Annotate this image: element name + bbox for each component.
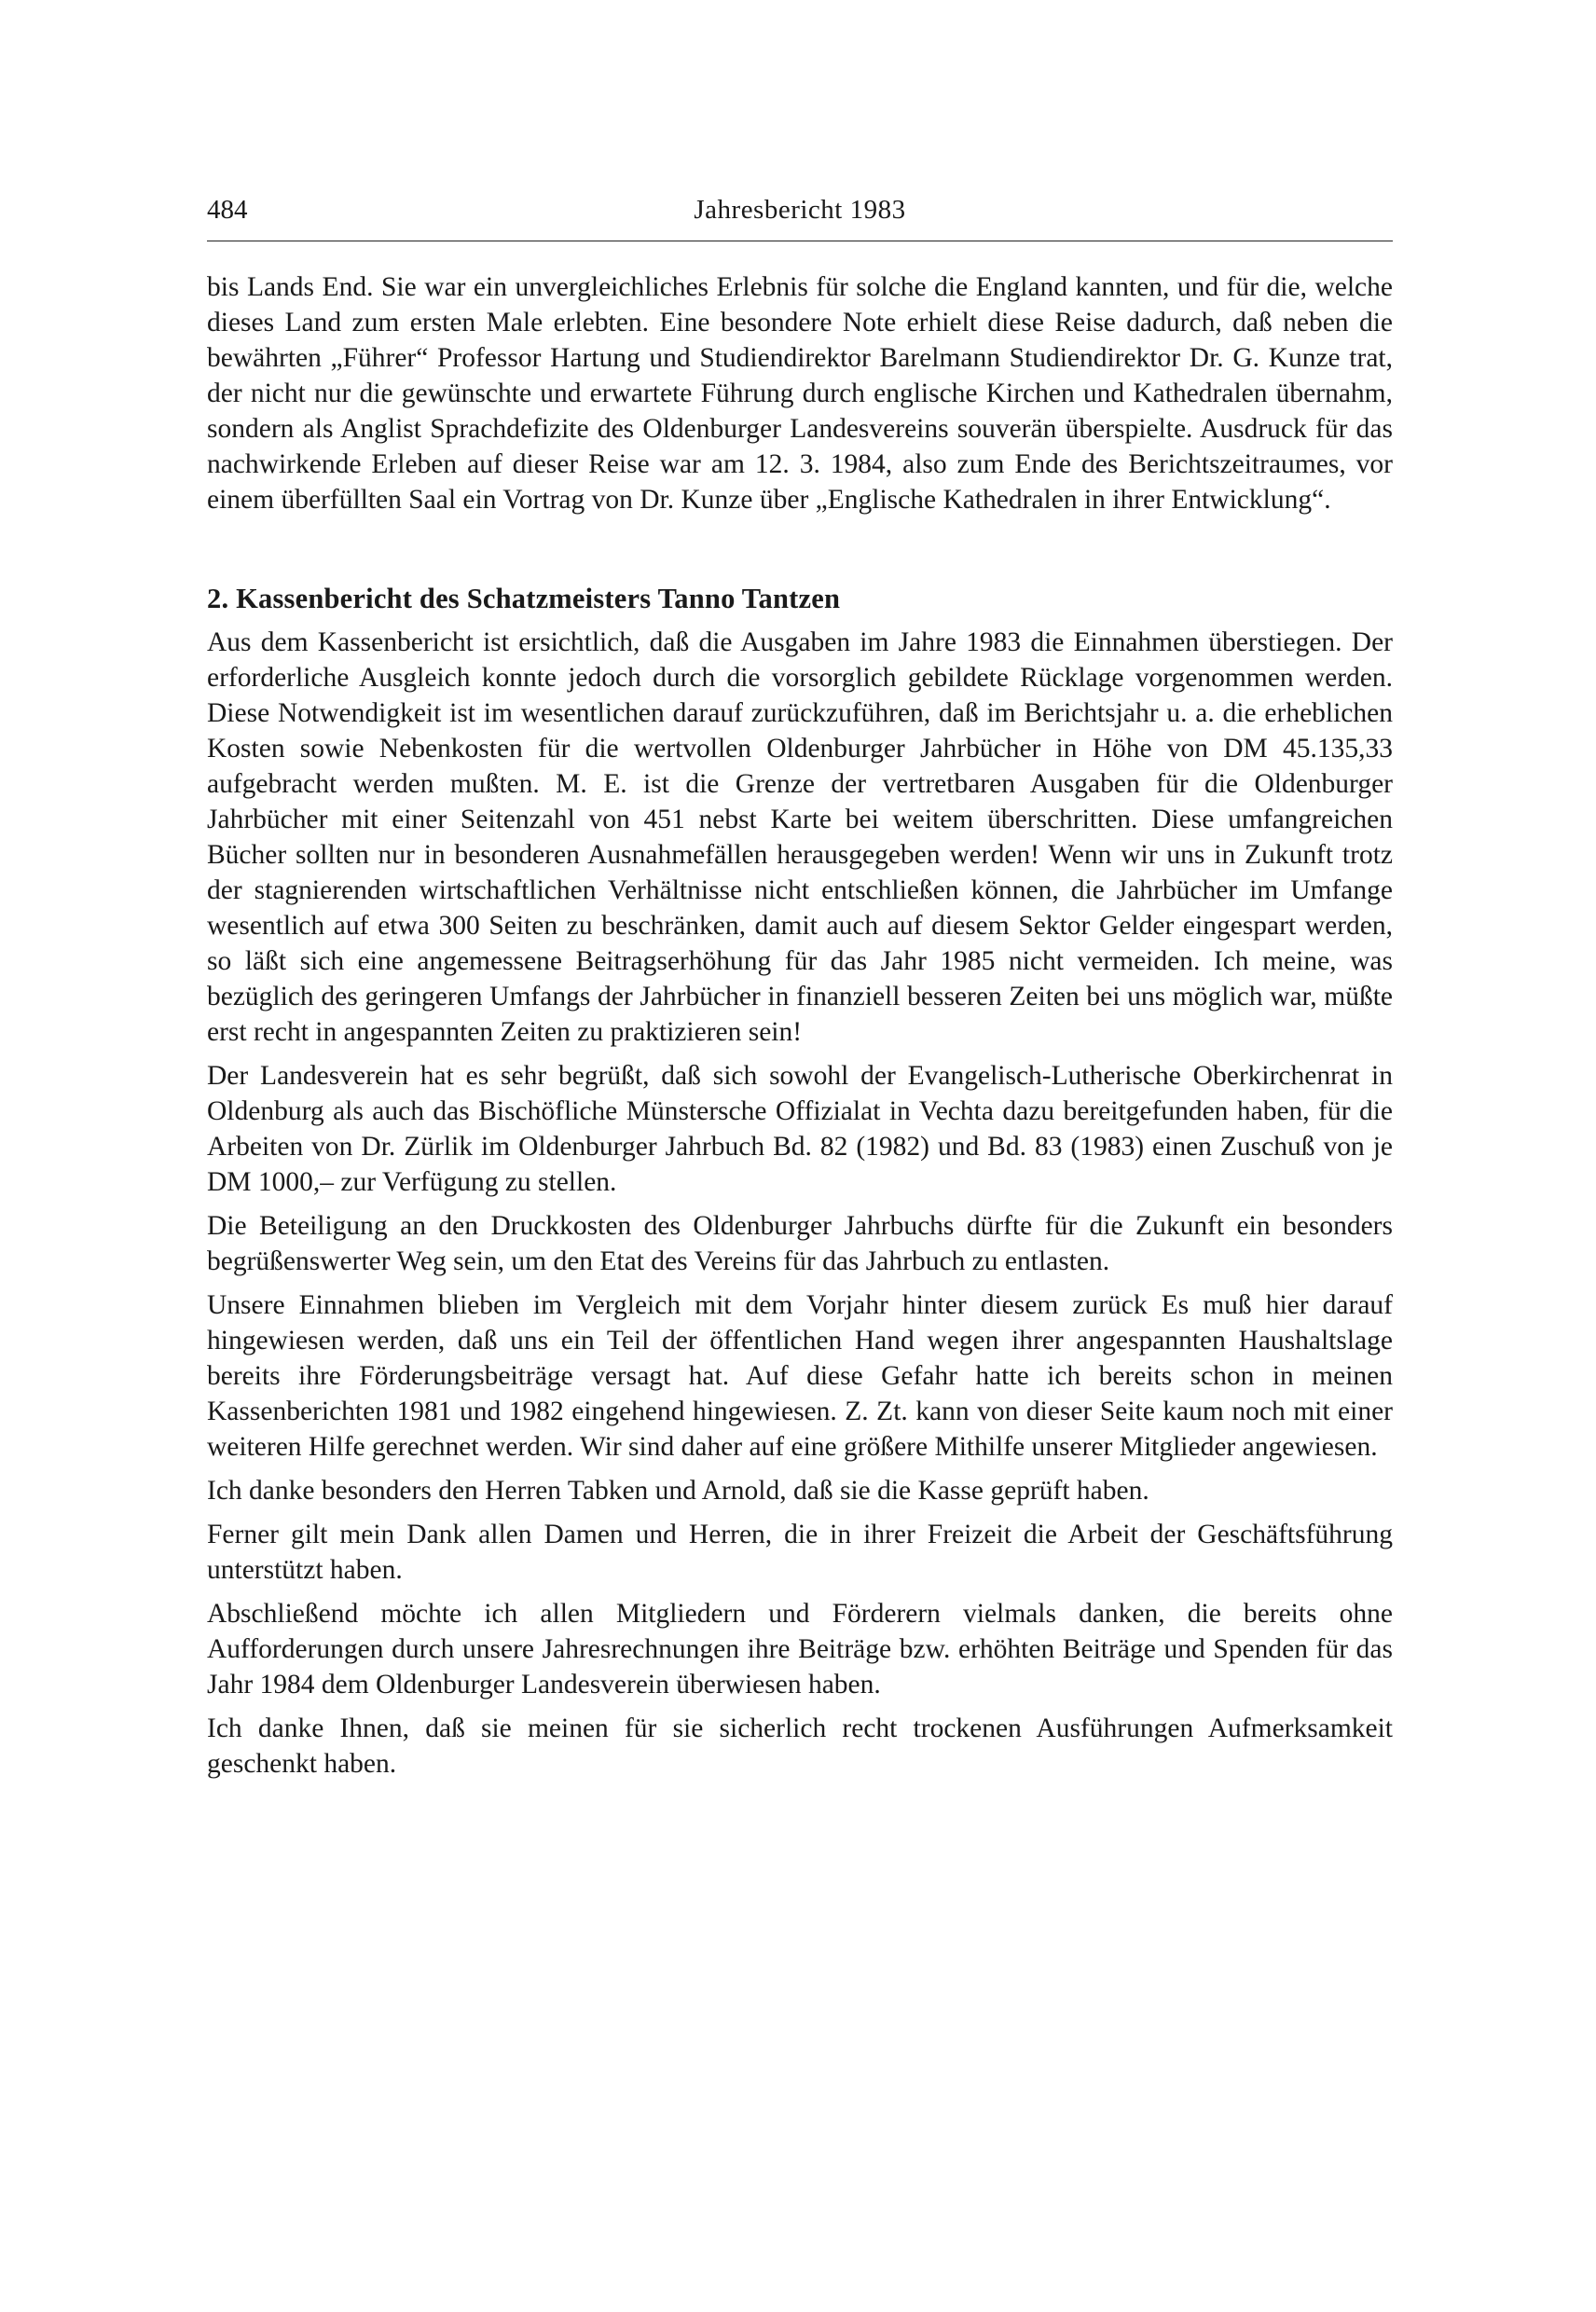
paragraph-printing-costs: Die Beteiligung an den Druckkosten des Oldenburger Jahrbuchs dürfte für die Zukunft ein besonders begrüßenswerter Weg sein, um den Etat des Vereins für das Jahrbuch zu entlasten.	[207, 1211, 1393, 1276]
running-title: Jahresbericht 1983	[694, 195, 906, 225]
paragraph-cash-report: Aus dem Kassenbericht ist ersichtlich, daß die Ausgaben im Jahre 1983 die Einnahmen überstiegen. Der erforderliche Ausgleich konnte jedoch durch die vorsorglich gebildete Rücklage vorgenommen werden. Diese Notwendigkeit ist im wesentlichen darauf zurückzuführen, daß im Berichtsjahr u. a. die erheblichen Kosten sowie Nebenkosten für die wertvollen Oldenburger Jahrbücher in Höhe von DM 45.135,33 aufgebracht werden mußten. M. E. ist die Grenze der vertretbaren Ausgaben für die Oldenburger Jahrbücher mit einer Seitenzahl von 451 nebst Karte bei weitem überschritten. Diese umfangreichen Bücher sollten nur in besonderen Ausnahmefällen herausgegeben werden! Wenn wir uns in Zukunft trotz der stagnierenden wirtschaftlichen Verhältnisse nicht entschließen können, die Jahrbücher im Umfange wesentlich auf etwa 300 Seiten zu beschränken, damit auch auf diesem Sektor Gelder eingespart werden, so läßt sich eine angemessene Beitragserhöhung für das Jahr 1985 nicht vermeiden. Ich meine, was bezüglich des geringeren Umfangs der Jahrbücher in finanziell besseren Zeiten bei uns möglich war, müßte erst recht in angespannten Zeiten zu praktizieren sein!	[207, 627, 1393, 1047]
paragraph-church-subsidy: Der Landesverein hat es sehr begrüßt, daß sich sowohl der Evangelisch-Lutherische Oberkirchenrat in Oldenburg als auch das Bischöfliche Münstersche Offizialat in Vechta dazu bereitgefunden haben, für die Arbeiten von Dr. Zürlik im Oldenburger Jahrbuch Bd. 82 (1982) und Bd. 83 (1983) einen Zuschuß von je DM 1000,– zur Verfügung zu stellen.	[207, 1061, 1393, 1197]
document-page	[207, 186, 1393, 1790]
paragraph-thanks-staff: Ferner gilt mein Dank allen Damen und Herren, die in ihrer Freizeit die Arbeit der Geschäftsführung unterstützt haben.	[207, 1520, 1393, 1585]
paragraph-thanks-members: Abschließend möchte ich allen Mitgliedern und Förderern vielmals danken, die bereits ohne Aufforderungen durch unsere Jahresrechnungen ihre Beiträge bzw. erhöhten Beiträge und Spenden für das Jahr 1984 dem Oldenburger Landesverein überwiesen haben.	[207, 1599, 1393, 1700]
paragraph-closing: Ich danke Ihnen, daß sie meinen für sie sicherlich recht trockenen Ausführungen Aufmerksamkeit geschenkt haben.	[207, 1713, 1393, 1779]
intro-paragraph: bis Lands End. Sie war ein unvergleichliches Erlebnis für solche die England kannten, und für die, welche dieses Land zum ersten Male erlebten. Eine besondere Note erhielt diese Reise dadurch, daß neben die bewährten „Führer“ Professor Hartung und Studiendirektor Barelmann Studiendirektor Dr. G. Kunze trat, der nicht nur die gewünschte und erwartete Führung durch englische Kirchen und Kathedralen übernahm, sondern als Anglist Sprachdefizite des Oldenburger Landesvereins souverän überspielte. Ausdruck für das nachwirkende Erleben auf dieser Reise war am 12. 3. 1984, also zum Ende des Berichtszeitraumes, vor einem überfüllten Saal ein Vortrag von Dr. Kunze über „Englische Kathedralen in ihrer Entwicklung“.	[207, 272, 1393, 515]
paragraph-thanks-auditors: Ich danke besonders den Herren Tabken und Arnold, daß sie die Kasse geprüft haben.	[207, 1476, 1149, 1506]
paragraph-income: Unsere Einnahmen blieben im Vergleich mit dem Vorjahr hinter diesem zurück Es muß hier darauf hingewiesen werden, daß uns ein Teil der öffentlichen Hand wegen ihrer angespannten Haushaltslage bereits ihre Förderungsbeiträge versagt hat. Auf diese Gefahr hatte ich bereits schon in meinen Kassenberichten 1981 und 1982 eingehend hingewiesen. Z. Zt. kann von dieser Seite kaum noch mit einer weiteren Hilfe gerechnet werden. Wir sind daher auf eine größere Mithilfe unserer Mitglieder angewiesen.	[207, 1290, 1393, 1462]
running-header	[207, 186, 1393, 233]
page-number: 484	[207, 195, 248, 225]
section-heading: 2. Kassenbericht des Schatzmeisters Tanno Tantzen	[207, 583, 841, 614]
body-text	[207, 269, 1393, 1782]
